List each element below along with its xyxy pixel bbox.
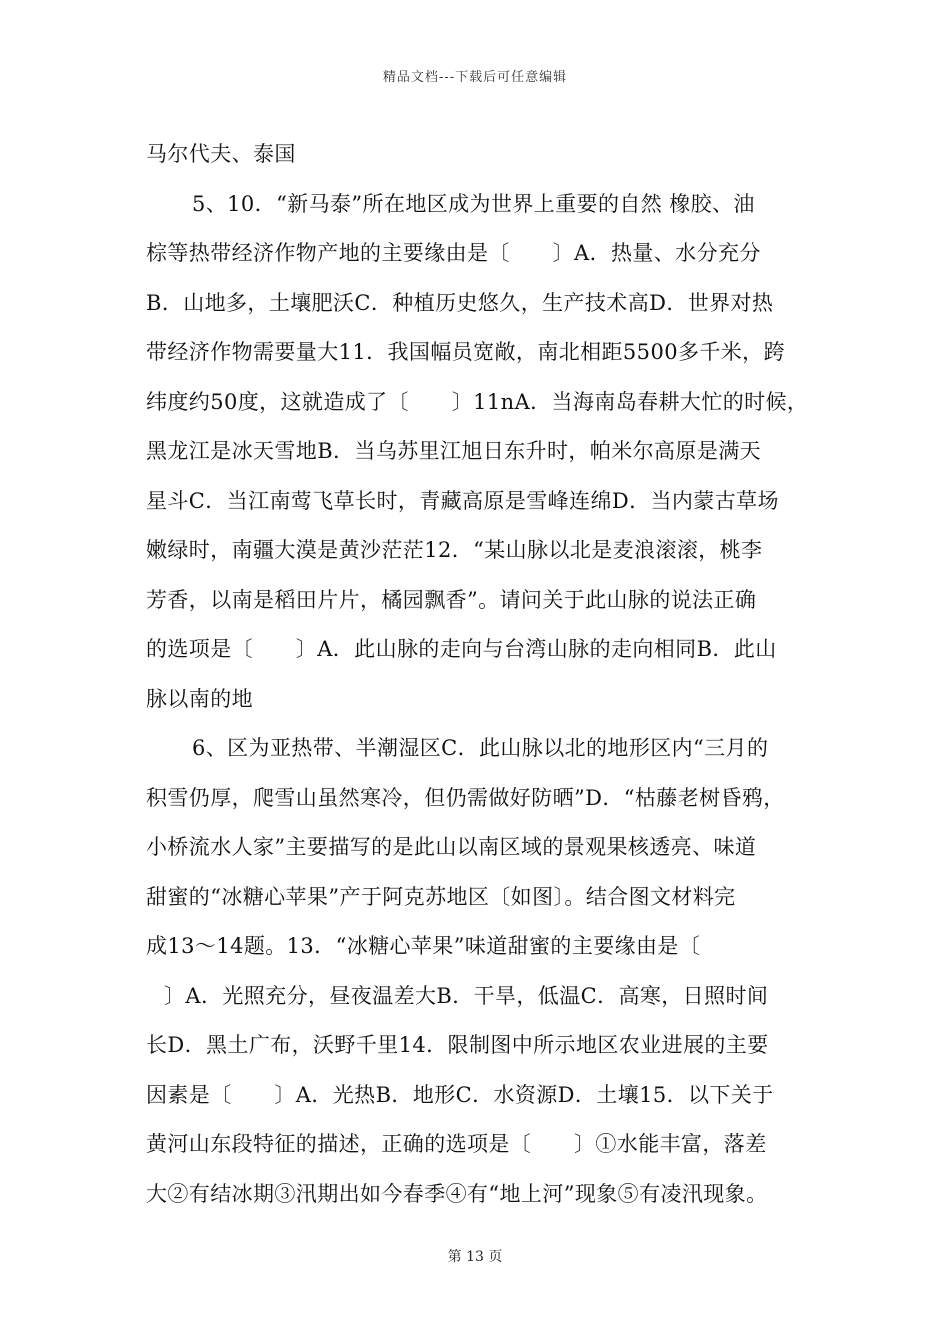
text-line: 小桥流水人家”主要描写的是此山以南区域的景观果核透亮、味道 [146, 835, 757, 859]
text-line: 的选项是〔 〕A．此山脉的走向与台湾山脉的走向相同B．此山 [146, 637, 777, 661]
text-line: 带经济作物需要量大11．我国幅员宽敞，南北相距5500多千米，跨 [146, 340, 785, 364]
text-line: 星斗C．当江南莺飞草长时，青藏高原是雪峰连绵D．当内蒙古草场 [146, 488, 779, 513]
text-line: 黄河山东段特征的描述，正确的选项是〔 〕①水能丰富，落差 [146, 1132, 767, 1156]
text-line: 马尔代夫、泰国 [146, 142, 296, 166]
text-line: B．山地多，土壤肥沃C．种植历史悠久，生产技术高D．世界对热 [146, 290, 774, 315]
text-line: 大②有结冰期③汛期出如今春季④有“地上河”现象⑤有凌汛现象。 [146, 1181, 768, 1206]
text-line: 6、区为亚热带、半潮湿区C．此山脉以北的地形区内“三月的 [192, 736, 769, 760]
page-header: 精品文档---下载后可任意编辑 [382, 70, 568, 85]
text-line: 芳香，以南是稻田片片，橘园飘香”。请问关于此山脉的说法正确 [146, 587, 757, 612]
page-number: 第 13 页 [447, 1249, 503, 1265]
text-line: 长D．黑土广布，沃野千里14．限制图中所示地区农业进展的主要 [146, 1033, 769, 1057]
text-line: 棕等热带经济作物产地的主要缘由是〔 〕A．热量、水分充分 [146, 241, 761, 265]
text-line: 积雪仍厚，爬雪山虽然寒冷，但仍需做好防晒”D．“枯藤老树昏鸦， [146, 785, 785, 810]
text-line: 嫩绿时，南疆大漠是黄沙茫茫12．“某山脉以北是麦浪滚滚，桃李 [146, 538, 763, 562]
text-line: 成13～14题。13．“冰糖心苹果”味道甜蜜的主要缘由是〔 [146, 934, 701, 958]
text-line: 甜蜜的“冰糖心苹果”产于阿克苏地区〔如图〕。结合图文材料完 [146, 884, 736, 909]
text-line: 5、10．“新马泰”所在地区成为世界上重要的自然 橡胶、油 [192, 191, 755, 216]
document-body [146, 130, 816, 1219]
text-line: 脉以南的地 [146, 686, 253, 711]
text-line: 因素是〔 〕A．光热B．地形C．水资源D．土壤15．以下关于 [146, 1082, 774, 1107]
text-line: 黑龙江是冰天雪地B．当乌苏里江旭日东升时，帕米尔高原是满天 [146, 439, 762, 463]
text-line: 〕A．光照充分，昼夜温差大B．干旱，低温C．高寒，日照时间 [164, 983, 769, 1008]
text-line: 纬度约50度，这就造成了〔 〕11nA．当海南岛春耕大忙的时候， [146, 389, 809, 414]
